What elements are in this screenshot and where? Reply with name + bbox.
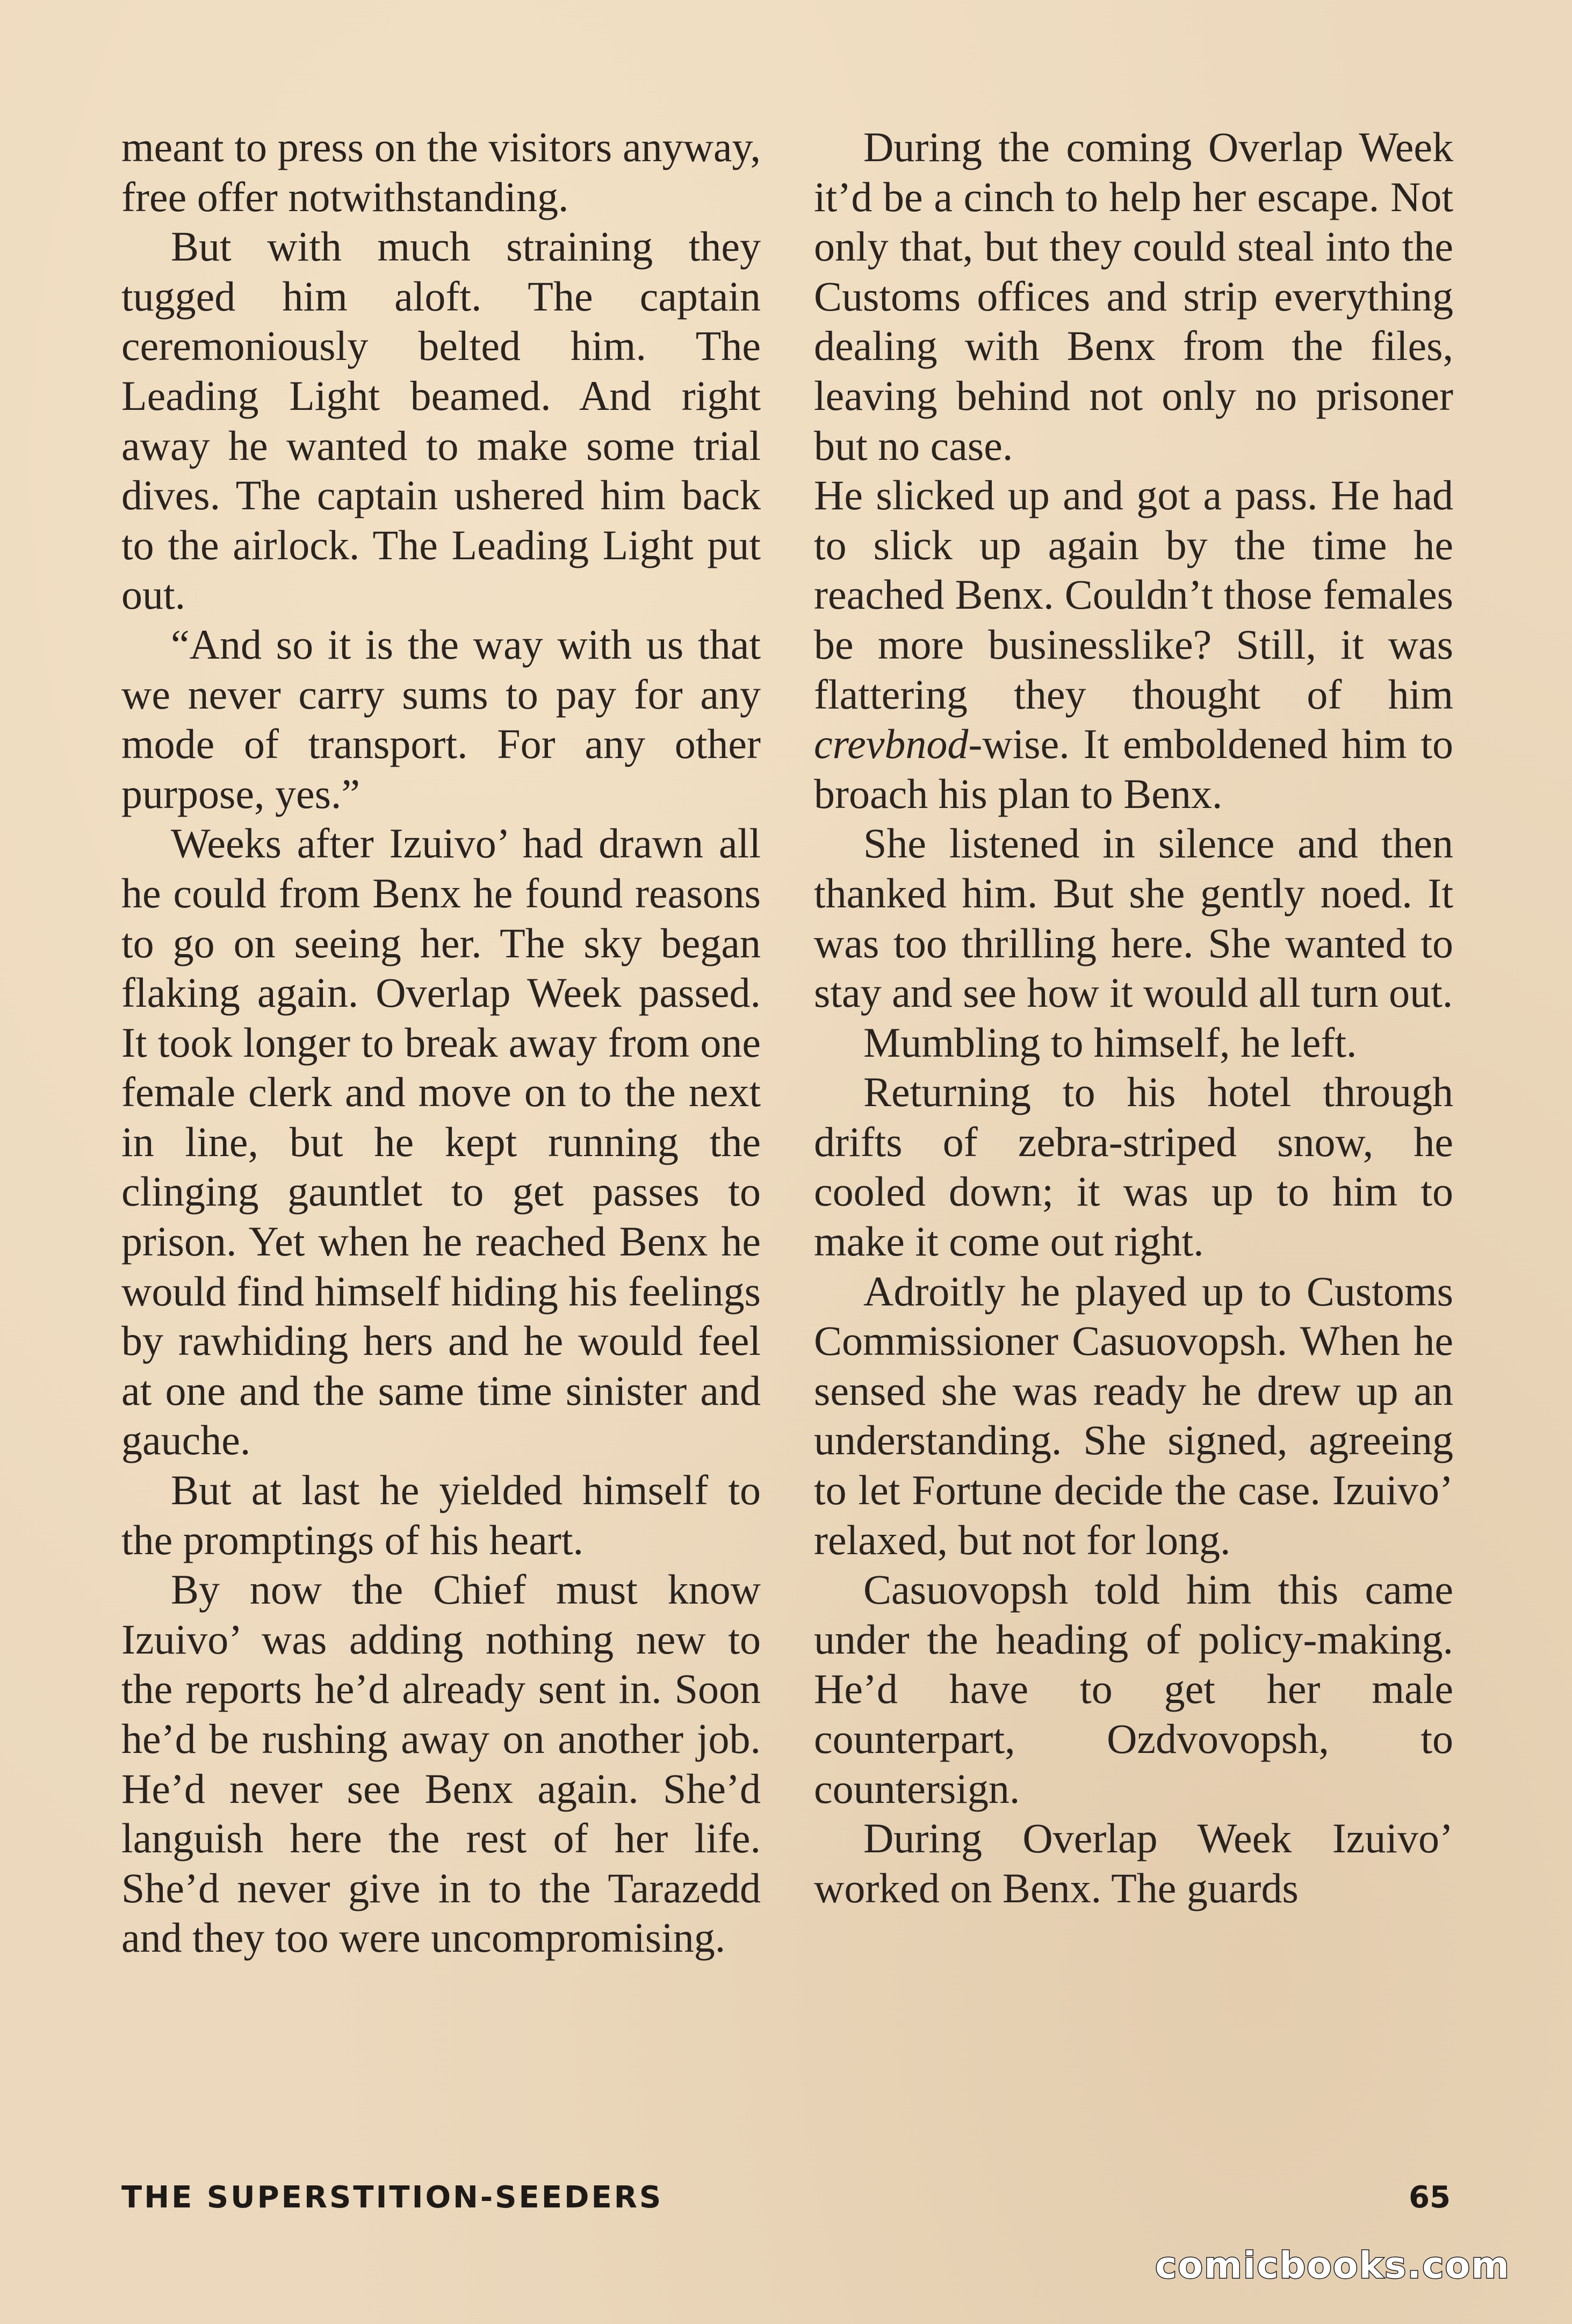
paragraph: Returning to his hotel through drifts of zebra-striped snow, he cooled down; it was up to him to make it come out right. xyxy=(814,1069,1453,1265)
source-watermark: comicbooks.com xyxy=(1155,2244,1511,2287)
page-footer xyxy=(121,2180,1451,2223)
paragraph-text: He slicked up and got a pass. He had to slick up again by the time he reached Benx. Couldn’t those females be more businesslike? Still, it was flattering they thought of him xyxy=(814,472,1453,718)
paragraph: During the coming Overlap Week it’d be a cinch to help her escape. Not only that, but they could steal into the Customs offices and strip everything dealing with Benx from the files, leaving behind not only no prisoner but no case. xyxy=(814,124,1453,469)
paragraph: During Overlap Week Izuivo’ worked on Benx. The guards xyxy=(814,1815,1453,1911)
page-number: 65 xyxy=(1409,2180,1451,2215)
paragraph: Adroitly he played up to Customs Commissioner Casuovopsh. When he sensed she was ready he drew up an understanding. She signed, agreeing to let Fortune decide the case. Izuivo’ relaxed, but not for long. xyxy=(814,1267,1453,1563)
paragraph: “And so it is the way with us that we never carry sums to pay for any mode of transport. For any other purpose, yes.” xyxy=(121,620,761,817)
paragraph-text: -wise. It emboldened him to broach his plan to Benx. xyxy=(814,720,1453,817)
paragraph: Mumbling to himself, he left. xyxy=(863,1019,1357,1066)
paragraph: By now the Chief must know Izuivo’ was adding nothing new to the reports he’d already sent in. Soon he’d be rushing away on another job. He’d never see Benx again. She’d languish here the rest of her life. She’d never give in to the Tarazedd and they too were uncompromising. xyxy=(121,1566,761,1961)
text-column-left xyxy=(121,122,761,2153)
italic-word: crevbnod xyxy=(814,720,969,768)
paragraph: Casuovopsh told him this came under the heading of policy-making. He’d have to get her male counterpart, Ozdvovopsh, to countersign. xyxy=(814,1566,1453,1812)
paragraph: meant to press on the visitors anyway, free offer notwithstanding. xyxy=(121,124,761,220)
paragraph xyxy=(814,471,1453,819)
text-column-right xyxy=(814,122,1453,2153)
paragraph: But at last he yielded himself to the promptings of his heart. xyxy=(121,1467,761,1563)
running-title: THE SUPERSTITION-SEEDERS xyxy=(121,2180,664,2215)
paragraph: Weeks after Izuivo’ had drawn all he could from Benx he found reasons to go on seeing her. The sky began flaking again. Overlap Week passed. It took longer to break away from one female clerk and move on to the next in line, but he kept running the clinging gauntlet to get passes to prison. Yet when he reached Benx he would find himself hiding his feelings by rawhiding hers and he would feel at one and the same time sinister and gauche. xyxy=(121,820,761,1464)
paragraph: She listened in silence and then thanked him. But she gently noed. It was too thrilling here. She wanted to stay and see how it would all turn out. xyxy=(814,820,1453,1016)
paragraph: But with much straining they tugged him aloft. The captain ceremoniously belted him. The Leading Light beamed. And right away he wanted to make some trial dives. The captain ushered him back to the airlock. The Leading Light put out. xyxy=(121,223,761,618)
